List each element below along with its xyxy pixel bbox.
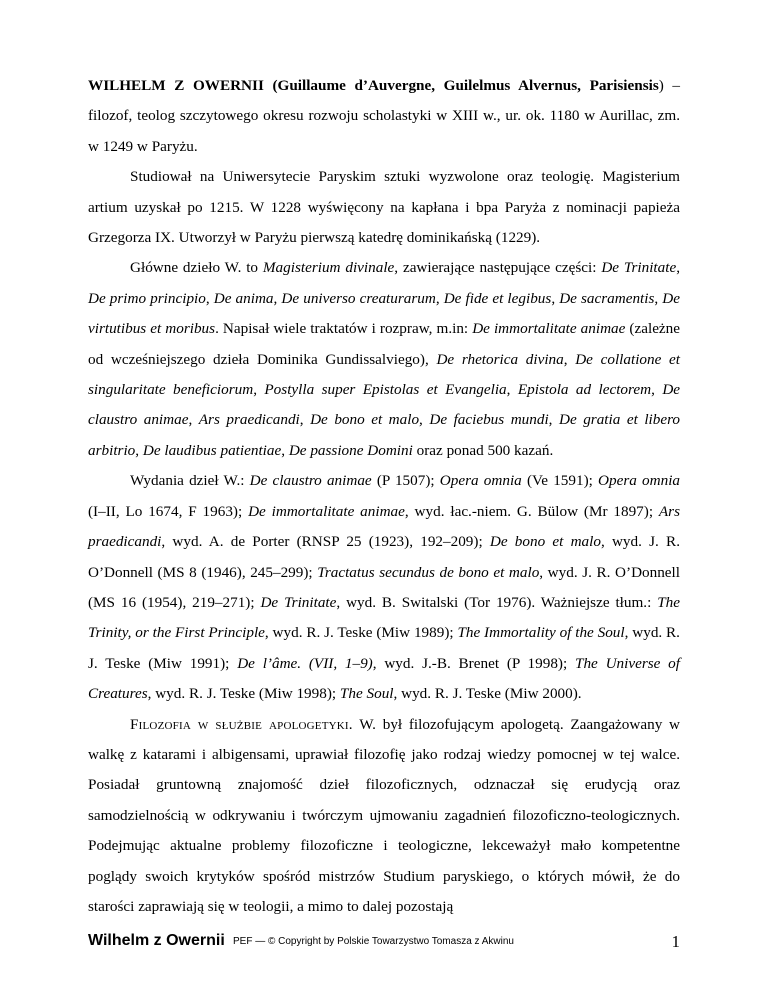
- paragraph-editions: Wydania dzieł W.: De claustro animae (P 1507); Opera omnia (Ve 1591); Opera omnia (I–II, Lo 1674, F 1963); De immortalitate animae, wyd. łac.-niem. G. Bülow (Mr 1897); Ars praedicandi, wyd. A. de Porter (RNSP 25 (1923), 192–209); De bono et malo, wyd. J. R. O’Donnell (MS 8 (1946), 245–299); Tractatus secundus de bono et malo, wyd. J. R. O’Donnell (MS 16 (1954), 219–271); De Trinitate, wyd. B. Switalski (Tor 1976). Ważniejsze tłum.: The Trinity, or the First Principle, wyd. R. J. Teske (Miw 1989); The Immortality of the Soul, wyd. R. J. Teske (Miw 1991); De l’âme. (VII, 1–9), wyd. J.-B. Brenet (P 1998); The Universe of Creatures, wyd. R. J. Teske (Miw 1998); The Soul, wyd. R. J. Teske (Miw 2000).: [88, 472, 681, 703]
- work-title: De laudibus patientiae: [142, 441, 282, 459]
- work-title: De gratia et libero arbitrio: [88, 411, 681, 459]
- work-title: Opera omnia: [598, 472, 681, 490]
- page-number: 1: [671, 932, 680, 951]
- alias: Guillaume d’Auvergne: [277, 77, 432, 94]
- work-title: De passione Domini: [288, 441, 413, 459]
- work-title: De Trinitate: [260, 593, 337, 611]
- paragraph-intro: WILHELM Z OWERNII (Guillaume d’Auvergne, Guilelmus Alvernus, Parisiensis) – filozof, teolog szczytowego okresu rozwoju scholastyki w XIII w., ur. ok. 1180 w Aurillac, zm. w 1249 w Paryżu.: [88, 77, 681, 155]
- work-title: De bono et malo: [310, 411, 420, 429]
- work-title: Ars praedicandi: [198, 411, 300, 429]
- work-title: The Immortality of the Soul: [457, 624, 625, 642]
- footer-title: Wilhelm z Owernii: [88, 932, 225, 949]
- work-title: De bono et malo: [489, 533, 601, 551]
- alias: Parisiensis: [589, 77, 659, 94]
- work-title: Ars praedicandi: [88, 502, 681, 551]
- headword: WILHELM Z OWERNII: [88, 77, 264, 94]
- work-title: Tractatus secundus de bono et malo: [317, 563, 540, 581]
- paragraph-apologetics: Filozofia w służbie apologetyki. W. był filozofującym apologetą. Zaangażowany w walkę z katarami i albigensami, uprawiał filozofię jako rodzaj wiedzy pomocnej w tej walce. Posiadał gruntowną znajomość dzieł filozoficznych, odznaczał się erudycją oraz samodzielnością w odkrywaniu i twórczym ujmowaniu zagadnień filozoficzno-teologicznych. Podejmując aktualne problemy filozoficzne i teologiczne, lekceważył mało kompetentne poglądy swoich krytyków spośród mistrzów Studium paryskiego, o których mówił, że do starości zaprawiają się w teologii, a mimo to dalej pozostają: [88, 715, 680, 915]
- work-title: De immortalitate animae: [472, 320, 626, 338]
- work-title: De fide et legibus: [443, 289, 552, 307]
- work-title: De rhetorica divina: [436, 350, 564, 368]
- work-title: De claustro animae: [249, 472, 372, 490]
- work-title: Opera omnia: [439, 472, 522, 490]
- page-footer: [88, 932, 680, 956]
- work-title: De l’âme. (VII, 1–9): [237, 654, 373, 672]
- work-title: Epistola ad lectorem: [517, 381, 652, 399]
- work-title: De claustro animae: [88, 381, 681, 429]
- work-title: De sacramentis: [559, 289, 655, 307]
- work-title: De collatione et singularitate beneficiorum: [88, 350, 680, 399]
- work-title: Postylla super Epistolas et Evangelia: [264, 381, 507, 399]
- work-title: De faciebus mundi: [429, 411, 549, 429]
- section-heading: Filozofia w służbie apologetyki.: [130, 715, 353, 733]
- paragraph-biography: Studiował na Uniwersytecie Paryskim sztuki wyzwolone oraz teologię. Magisterium artium uzyskał po 1215. W 1228 wyświęcony na kapłana i bpa Paryża z nominacji papieża Grzegorza IX. Utworzył w Paryżu pierwszą katedrę dominikańską (1229).: [88, 168, 680, 247]
- work-title: De anima: [213, 289, 274, 307]
- work-title: Magisterium divinale: [262, 259, 395, 277]
- work-title: De virtutibus et moribus: [88, 289, 681, 338]
- work-title: The Trinity, or the First Principle: [88, 593, 680, 642]
- work-title: De primo principio: [88, 289, 206, 307]
- work-title: De Trinitate: [601, 259, 677, 277]
- work-title: De immortalitate animae: [248, 502, 405, 520]
- work-title: De universo creaturarum: [281, 289, 436, 307]
- work-title: The Soul: [339, 685, 394, 703]
- work-title: The Universe of Creatures: [88, 654, 680, 703]
- footer-copyright: PEF — © Copyright by Polskie Towarzystwo Tomasza z Akwinu: [233, 936, 514, 947]
- paragraph-works: Główne dzieło W. to Magisterium divinale, zawierające następujące części: De Trinitate, De primo principio, De anima, De universo creaturarum, De fide et legibus, De sacramentis, De virtutibus et moribus. Napisał wiele traktatów i rozpraw, m.in: De immortalitate animae (zależne od wcześniejszego dzieła Dominika Gundissalviego), De rhetorica divina, De collatione et singularitate beneficiorum, Postylla super Epistolas et Evangelia, Epistola ad lectorem, De claustro animae, Ars praedicandi, De bono et malo, De faciebus mundi, De gratia et libero arbitrio, De laudibus patientiae, De passione Domini oraz ponad 500 kazań.: [88, 259, 681, 459]
- alias: Guilelmus Alvernus: [443, 77, 578, 94]
- article-body: [88, 60, 680, 922]
